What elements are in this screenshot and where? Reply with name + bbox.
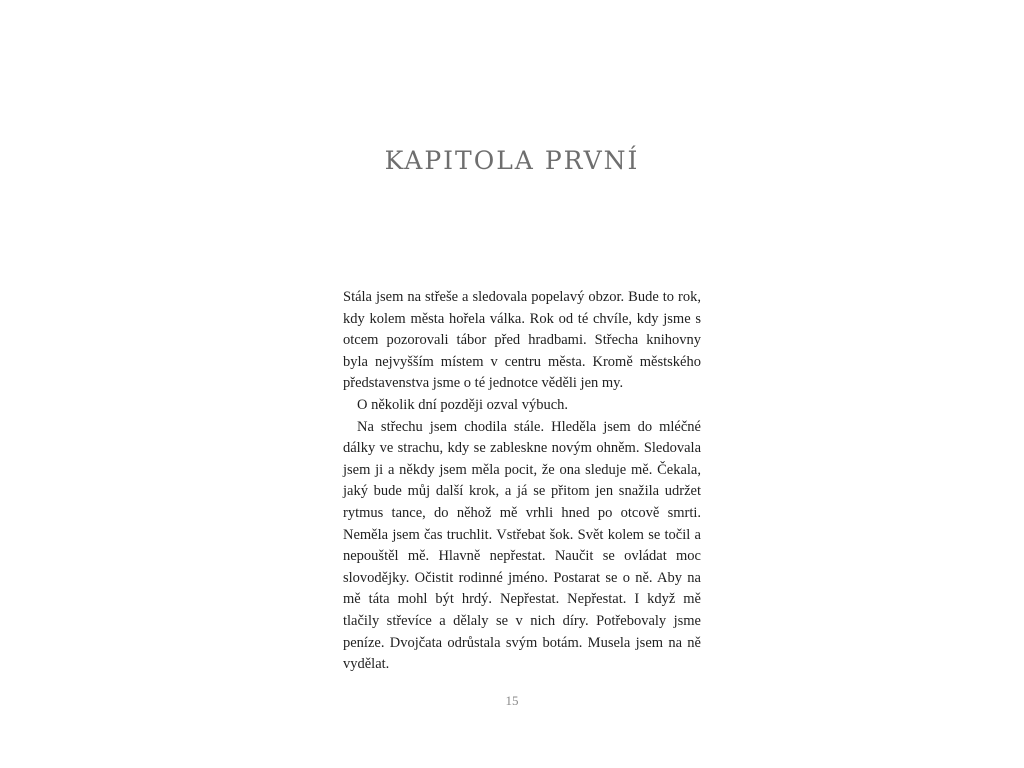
paragraph-3: Na střechu jsem chodila stále. Hleděla jsem do mléčné dálky ve strachu, kdy se zableskne novým ohněm. Sledovala jsem ji a někdy jsem měla pocit, že ona sleduje mě. Čekala, jaký bude můj další krok, a já se přitom jen snažila udržet rytmus tance, do něhož mě vrhli hned po otcově smrti. Neměla jsem čas truchlit. Vstřebat šok. Svět kolem se točil a nepouštěl mě. Hlavně nepřestat. Naučit se ovládat moc slovodějky. Očistit rodinné jméno. Postarat se o ně. Aby na mě táta mohl být hrdý. Nepřestat. Nepřestat. I když mě tlačily střevíce a dělaly se v nich díry. Potřebovaly jsme peníze. Dvojčata odrůstala svým botám. Musela jsem na ně vydělat.	[343, 418, 701, 673]
page-number: 15	[505, 693, 519, 708]
paragraph-1: Stála jsem na střeše a sledovala popelavý obzor. Bude to rok, kdy kolem města hořela válka. Rok od té chvíle, kdy jsme s otcem pozorovali tábor před hradbami. Střecha knihovny byla nejvyšším místem v centru města. Kromě městského představenstva jsme o té jednotce věděli jen my.	[343, 289, 701, 392]
chapter-title: KAPITOLA PRVNÍ	[384, 146, 640, 175]
paragraph-2: O několik dní později ozval výbuch.	[357, 396, 569, 413]
chapter-body	[343, 287, 701, 676]
